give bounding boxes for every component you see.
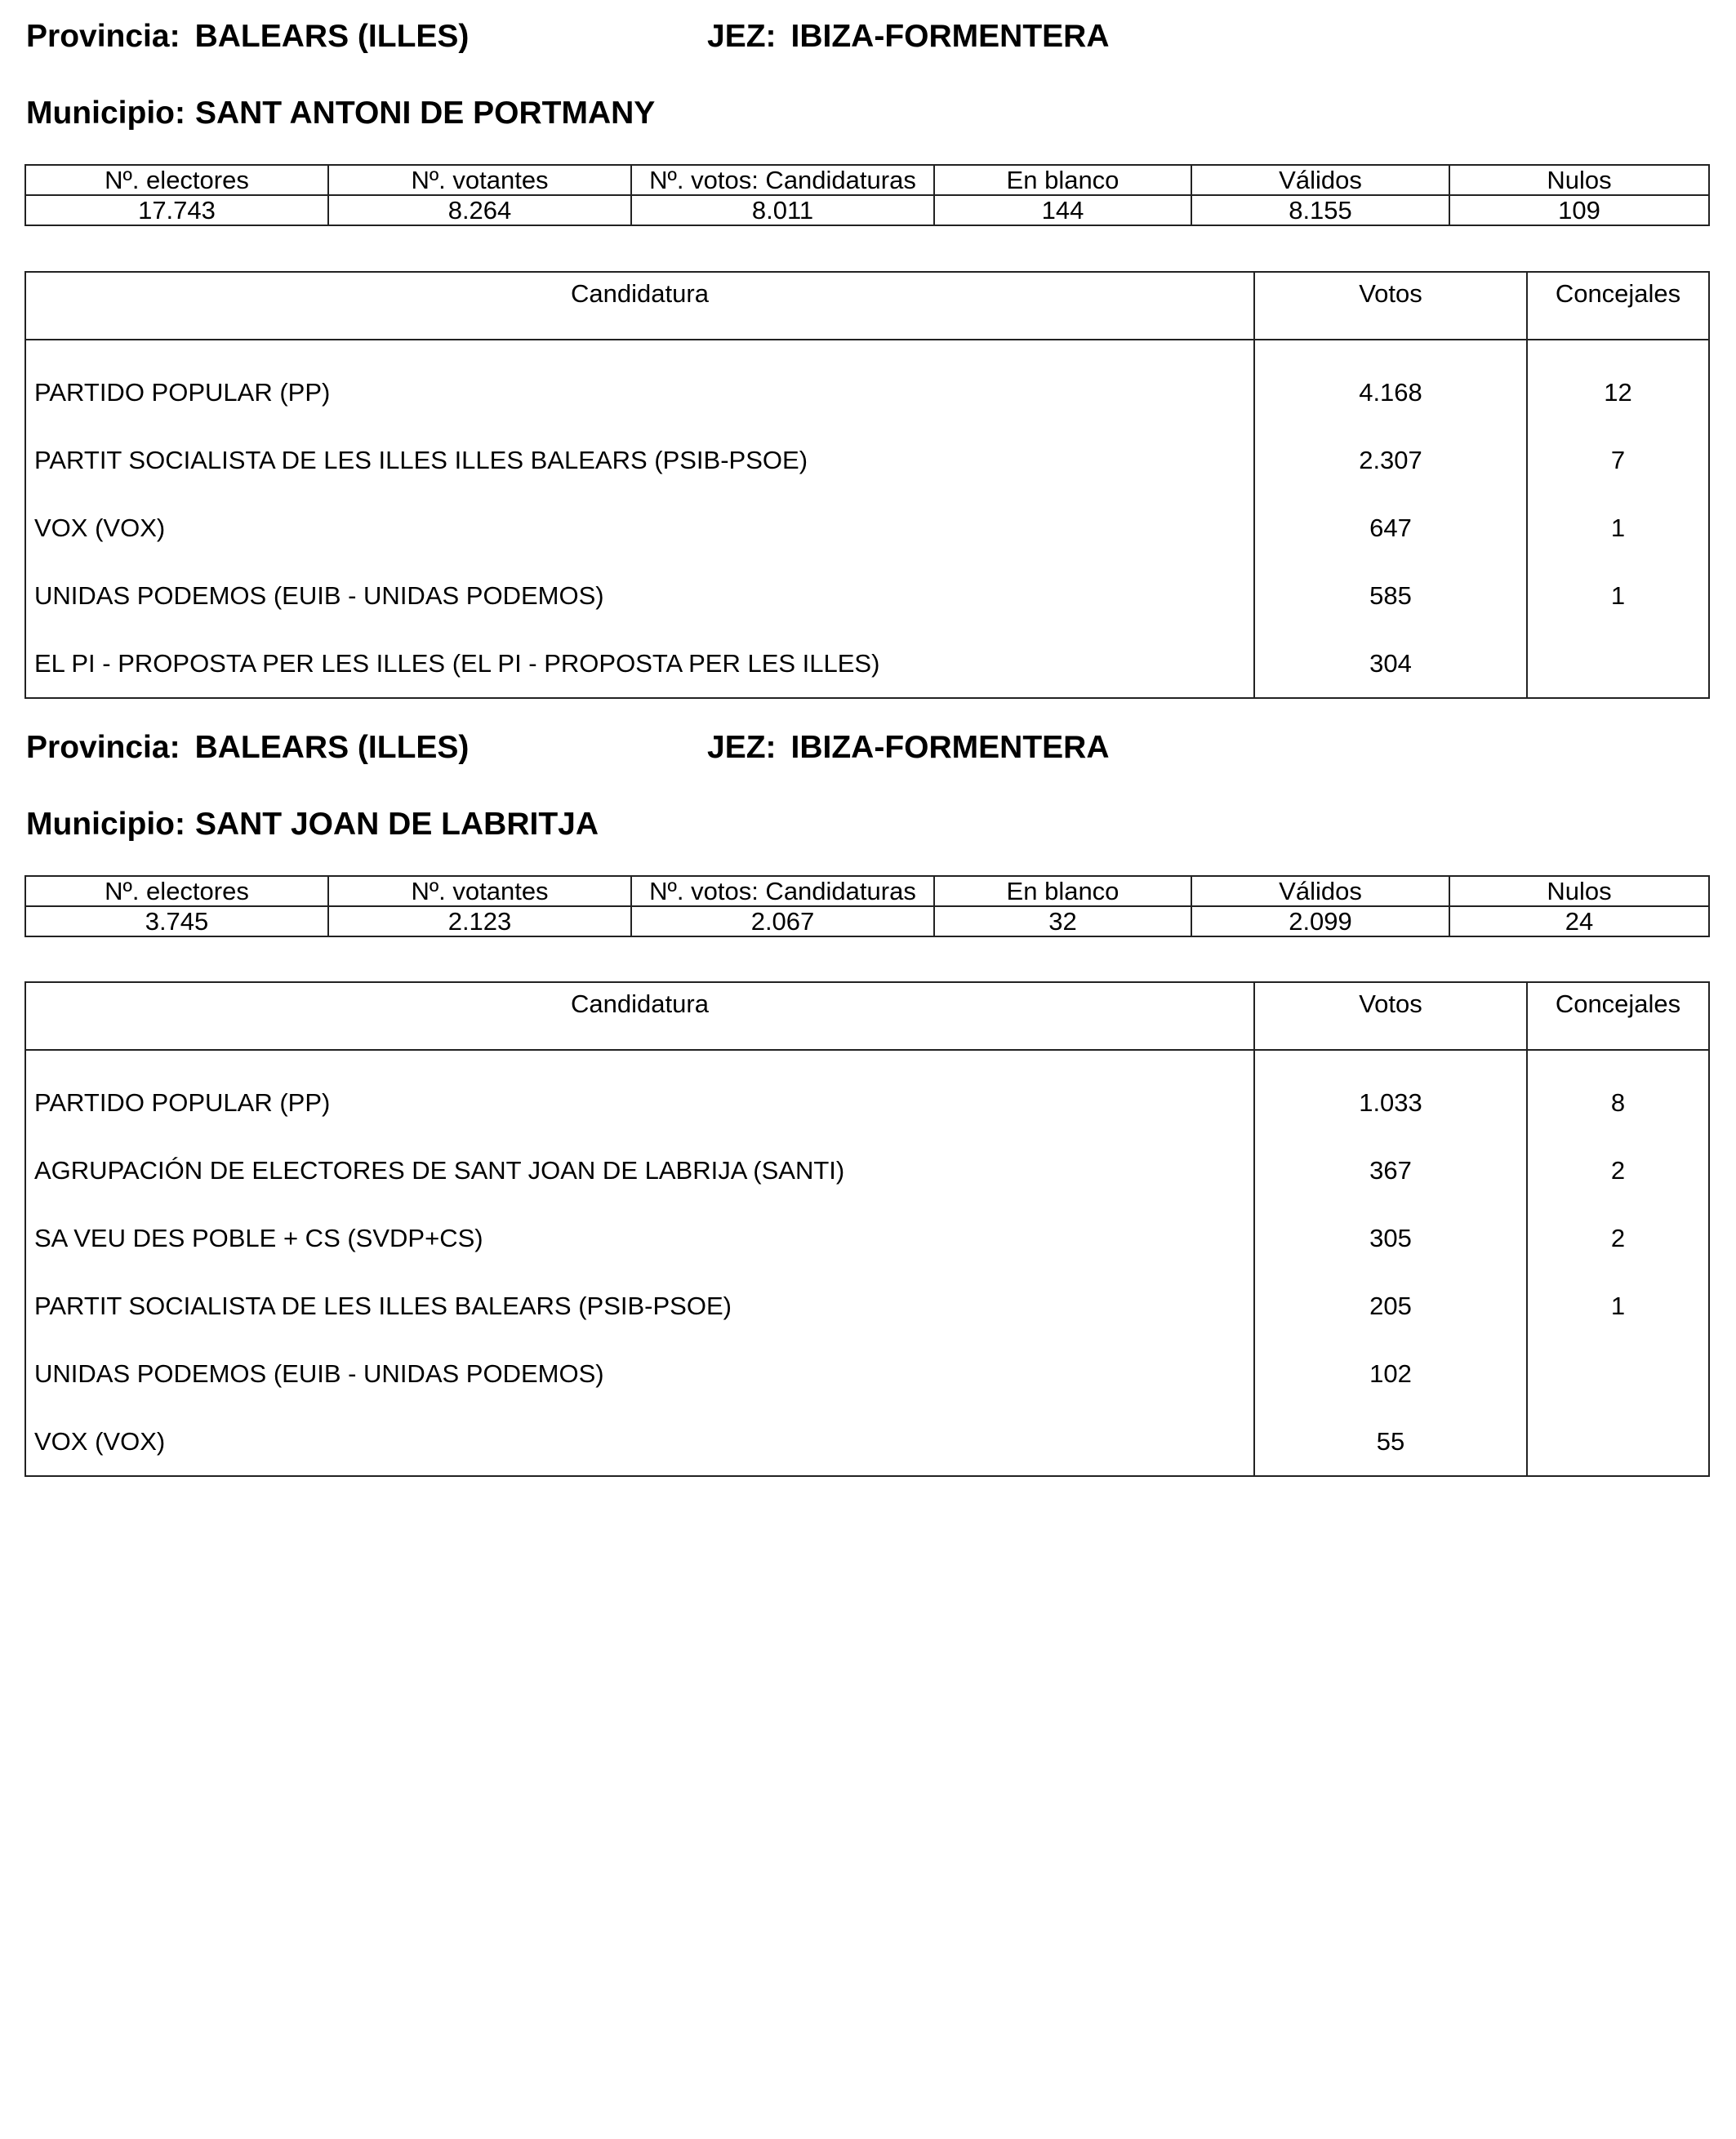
candidate-votos: 102 (1254, 1340, 1527, 1407)
summary-value-electores: 17.743 (25, 195, 328, 225)
summary-header-row (25, 165, 1709, 195)
summary-value-electores: 3.745 (25, 906, 328, 936)
candidate-votos: 2.307 (1254, 426, 1527, 494)
summary-value-en-blanco: 32 (934, 906, 1191, 936)
candidate-concejales: 1 (1527, 562, 1709, 629)
municipio-value: SANT ANTONI DE PORTMANY (194, 96, 656, 131)
candidate-name: PARTIT SOCIALISTA DE LES ILLES BALEARS (PSIB-PSOE) (25, 1272, 1254, 1340)
candidate-name: AGRUPACIÓN DE ELECTORES DE SANT JOAN DE LABRIJA (SANTI) (25, 1136, 1254, 1204)
summary-header-electores: Nº. electores (25, 876, 328, 906)
header-votos: Votos (1254, 982, 1527, 1050)
candidate-name: PARTIDO POPULAR (PP) (25, 340, 1254, 426)
summary-header-votos-candidaturas: Nº. votos: Candidaturas (631, 165, 934, 195)
table-row (25, 1407, 1709, 1476)
candidate-name: VOX (VOX) (25, 494, 1254, 562)
summary-table (24, 875, 1710, 937)
candidate-concejales: 2 (1527, 1136, 1709, 1204)
candidate-votos: 367 (1254, 1136, 1527, 1204)
jez-label: JEZ: (707, 730, 777, 765)
provincia-line (26, 12, 469, 61)
summary-value-row (25, 906, 1709, 936)
summary-value-validos: 2.099 (1191, 906, 1449, 936)
summary-value-validos: 8.155 (1191, 195, 1449, 225)
candidate-concejales: 8 (1527, 1050, 1709, 1136)
candidate-votos: 585 (1254, 562, 1527, 629)
candidate-votos: 205 (1254, 1272, 1527, 1340)
municipio-line (26, 800, 599, 849)
table-row (25, 562, 1709, 629)
summary-value-votos-candidaturas: 8.011 (631, 195, 934, 225)
table-row (25, 1050, 1709, 1136)
table-row (25, 1136, 1709, 1204)
summary-header-votantes: Nº. votantes (328, 165, 631, 195)
candidate-name: VOX (VOX) (25, 1407, 1254, 1476)
table-row (25, 629, 1709, 698)
municipio-value: SANT JOAN DE LABRITJA (194, 807, 599, 842)
candidate-votos: 647 (1254, 494, 1527, 562)
jez-value: IBIZA-FORMENTERA (790, 730, 1110, 765)
candidate-name: UNIDAS PODEMOS (EUIB - UNIDAS PODEMOS) (25, 562, 1254, 629)
candidate-votos: 1.033 (1254, 1050, 1527, 1136)
candidate-concejales (1527, 1340, 1709, 1407)
candidate-concejales: 7 (1527, 426, 1709, 494)
provincia-label: Provincia: (26, 19, 180, 54)
summary-header-row (25, 876, 1709, 906)
summary-value-row (25, 195, 1709, 225)
candidate-concejales: 2 (1527, 1204, 1709, 1272)
header-concejales: Concejales (1527, 982, 1709, 1050)
candidate-concejales (1527, 1407, 1709, 1476)
candidate-concejales: 1 (1527, 494, 1709, 562)
table-row (25, 1272, 1709, 1340)
header-candidatura: Candidatura (25, 272, 1254, 340)
table-row (25, 340, 1709, 426)
provincia-value: BALEARS (ILLES) (194, 730, 470, 765)
provincia-line (26, 723, 469, 772)
candidates-table (24, 271, 1710, 699)
summary-header-votantes: Nº. votantes (328, 876, 631, 906)
header-candidatura: Candidatura (25, 982, 1254, 1050)
candidate-concejales: 12 (1527, 340, 1709, 426)
candidate-concejales: 1 (1527, 1272, 1709, 1340)
candidate-name: PARTIT SOCIALISTA DE LES ILLES ILLES BALEARS (PSIB-PSOE) (25, 426, 1254, 494)
jez-line (707, 12, 1109, 61)
candidate-name: PARTIDO POPULAR (PP) (25, 1050, 1254, 1136)
municipio-label: Municipio: (26, 96, 185, 131)
summary-table (24, 164, 1710, 226)
candidates-table (24, 981, 1710, 1477)
summary-header-electores: Nº. electores (25, 165, 328, 195)
candidate-concejales (1527, 629, 1709, 698)
summary-value-votantes: 2.123 (328, 906, 631, 936)
provincia-value: BALEARS (ILLES) (194, 19, 470, 54)
summary-header-en-blanco: En blanco (934, 876, 1191, 906)
provincia-label: Provincia: (26, 730, 180, 765)
candidate-votos: 304 (1254, 629, 1527, 698)
summary-value-votantes: 8.264 (328, 195, 631, 225)
jez-label: JEZ: (707, 19, 777, 54)
table-row (25, 494, 1709, 562)
summary-header-validos: Válidos (1191, 165, 1449, 195)
summary-header-validos: Válidos (1191, 876, 1449, 906)
candidates-header-row (25, 272, 1709, 340)
summary-value-nulos: 24 (1449, 906, 1709, 936)
summary-value-en-blanco: 144 (934, 195, 1191, 225)
candidate-name: EL PI - PROPOSTA PER LES ILLES (EL PI - PROPOSTA PER LES ILLES) (25, 629, 1254, 698)
municipio-label: Municipio: (26, 807, 185, 842)
table-row (25, 1204, 1709, 1272)
jez-value: IBIZA-FORMENTERA (790, 19, 1110, 54)
candidates-header-row (25, 982, 1709, 1050)
summary-header-nulos: Nulos (1449, 876, 1709, 906)
candidate-votos: 55 (1254, 1407, 1527, 1476)
summary-value-votos-candidaturas: 2.067 (631, 906, 934, 936)
candidate-votos: 305 (1254, 1204, 1527, 1272)
summary-header-en-blanco: En blanco (934, 165, 1191, 195)
candidate-name: UNIDAS PODEMOS (EUIB - UNIDAS PODEMOS) (25, 1340, 1254, 1407)
summary-value-nulos: 109 (1449, 195, 1709, 225)
header-concejales: Concejales (1527, 272, 1709, 340)
jez-line (707, 723, 1109, 772)
table-row (25, 426, 1709, 494)
candidate-votos: 4.168 (1254, 340, 1527, 426)
candidate-name: SA VEU DES POBLE + CS (SVDP+CS) (25, 1204, 1254, 1272)
summary-header-votos-candidaturas: Nº. votos: Candidaturas (631, 876, 934, 906)
summary-header-nulos: Nulos (1449, 165, 1709, 195)
table-row (25, 1340, 1709, 1407)
municipio-line (26, 89, 655, 138)
header-votos: Votos (1254, 272, 1527, 340)
